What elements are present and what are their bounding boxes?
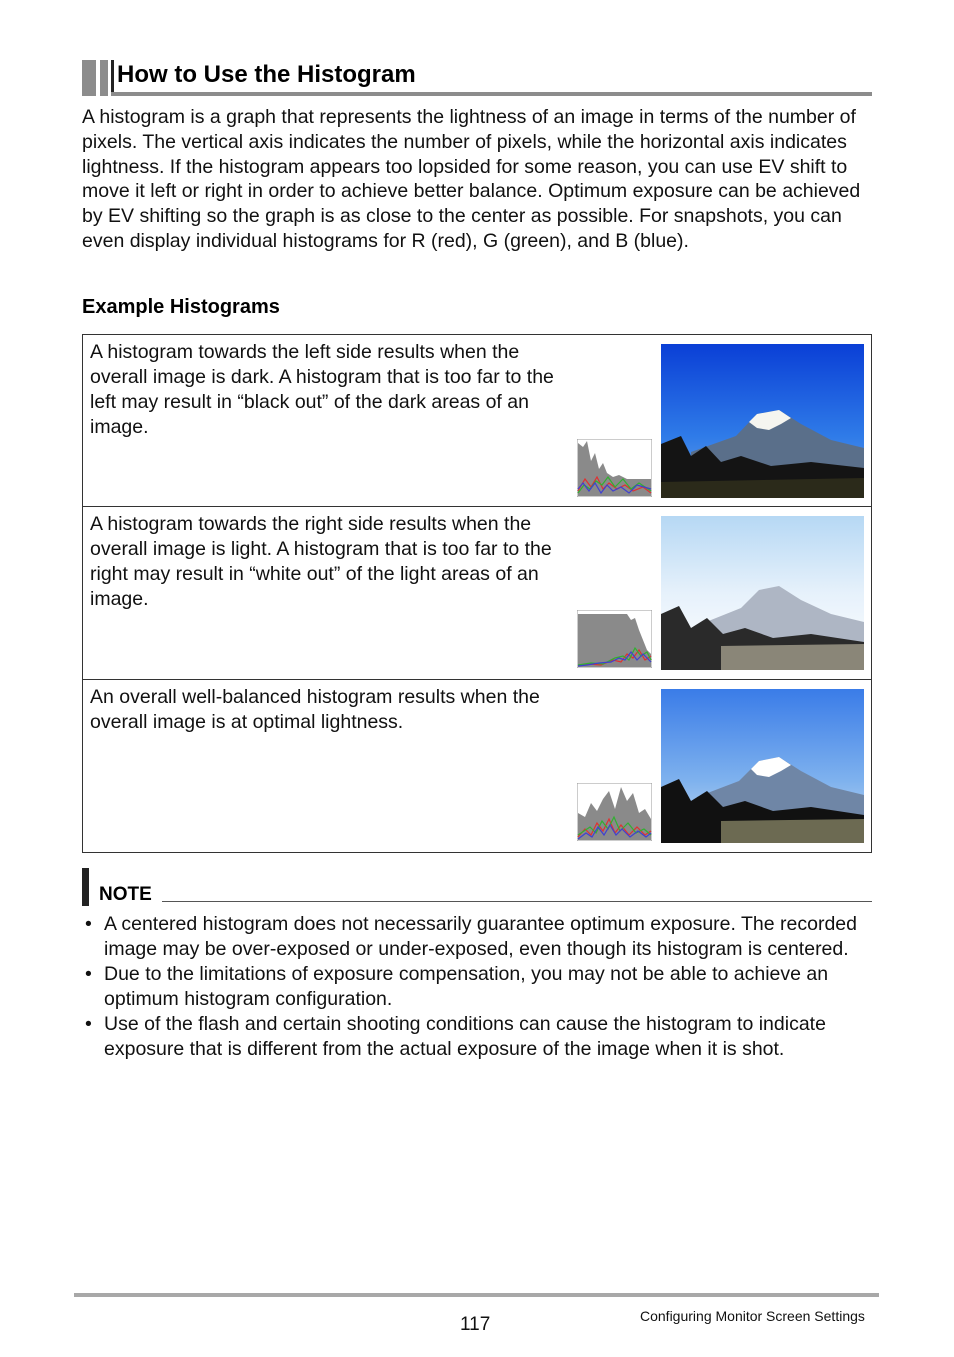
page-number: 117	[460, 1314, 491, 1335]
histogram-light-graphic	[577, 610, 652, 668]
page-title: How to Use the Histogram	[117, 61, 416, 88]
example-description: A histogram towards the right side results when the overall image is light. A histogram that is too far to the right may result in “white out” of the light areas of an image.	[90, 513, 552, 610]
note-heading	[82, 868, 872, 908]
list-item: • Use of the flash and certain shooting conditions can cause the histogram to indicate exposure that is different from the actual exposure of the image when it is shot.	[85, 1013, 826, 1060]
example-description: An overall well-balanced histogram results when the overall image is at optimal lightness.	[90, 686, 540, 733]
intro-paragraph: A histogram is a graph that represents the lightness of an image in terms of the number of pixels. The vertical axis indicates the number of pixels, while the horizontal axis indicates lightness. If the histogram appears too lopsided for some reason, you can use EV shift to move it left or right in order to achieve better balance. Optimum exposure can be achieved by EV shifting so the graph is as close to the center as possible. For snapshots, you can even display individual histograms for R (red), G (green), and B (blue).	[82, 106, 861, 252]
sample-photo-balanced	[661, 689, 864, 843]
list-item: • A centered histogram does not necessarily guarantee optimum exposure. The recorded image may be over-exposed or under-exposed, even though its histogram is centered.	[85, 913, 857, 960]
sample-photo-light	[661, 516, 864, 670]
heading-underline	[111, 92, 872, 96]
heading-decor-bar	[82, 60, 96, 96]
note-item-text: Use of the flash and certain shooting conditions can cause the histogram to indicate exposure that is different from the actual exposure of the image when it is shot.	[104, 1013, 826, 1060]
list-item: • Due to the limitations of exposure compensation, you may not be able to achieve an optimum histogram configuration.	[85, 963, 829, 1010]
example-histograms-table	[82, 334, 872, 853]
note-rule	[162, 901, 872, 902]
note-item-text: A centered histogram does not necessarily guarantee optimum exposure. The recorded image may be over-exposed or under-exposed, even though its histogram is centered.	[104, 913, 857, 960]
example-row-dark	[83, 335, 871, 506]
note-list	[82, 912, 872, 1062]
note-label: NOTE	[99, 884, 152, 905]
footer-section-name: Configuring Monitor Screen Settings	[640, 1308, 865, 1324]
example-row-light	[83, 506, 871, 679]
sample-photo-dark	[661, 344, 864, 498]
footer-rule	[74, 1293, 879, 1297]
example-row-balanced	[83, 679, 871, 852]
heading-decor-bar	[100, 60, 108, 96]
note-decor-bar	[82, 868, 89, 906]
histogram-balanced-graphic	[577, 783, 652, 841]
note-item-text: Due to the limitations of exposure compensation, you may not be able to achieve an optimum histogram configuration.	[104, 963, 829, 1010]
example-histograms-title: Example Histograms	[82, 296, 280, 318]
heading-decor-bar	[111, 60, 114, 96]
section-heading	[82, 58, 872, 98]
example-description: A histogram towards the left side results when the overall image is dark. A histogram that is too far to the left may result in “black out” of the dark areas of an image.	[90, 341, 554, 438]
histogram-dark-graphic	[577, 439, 652, 497]
